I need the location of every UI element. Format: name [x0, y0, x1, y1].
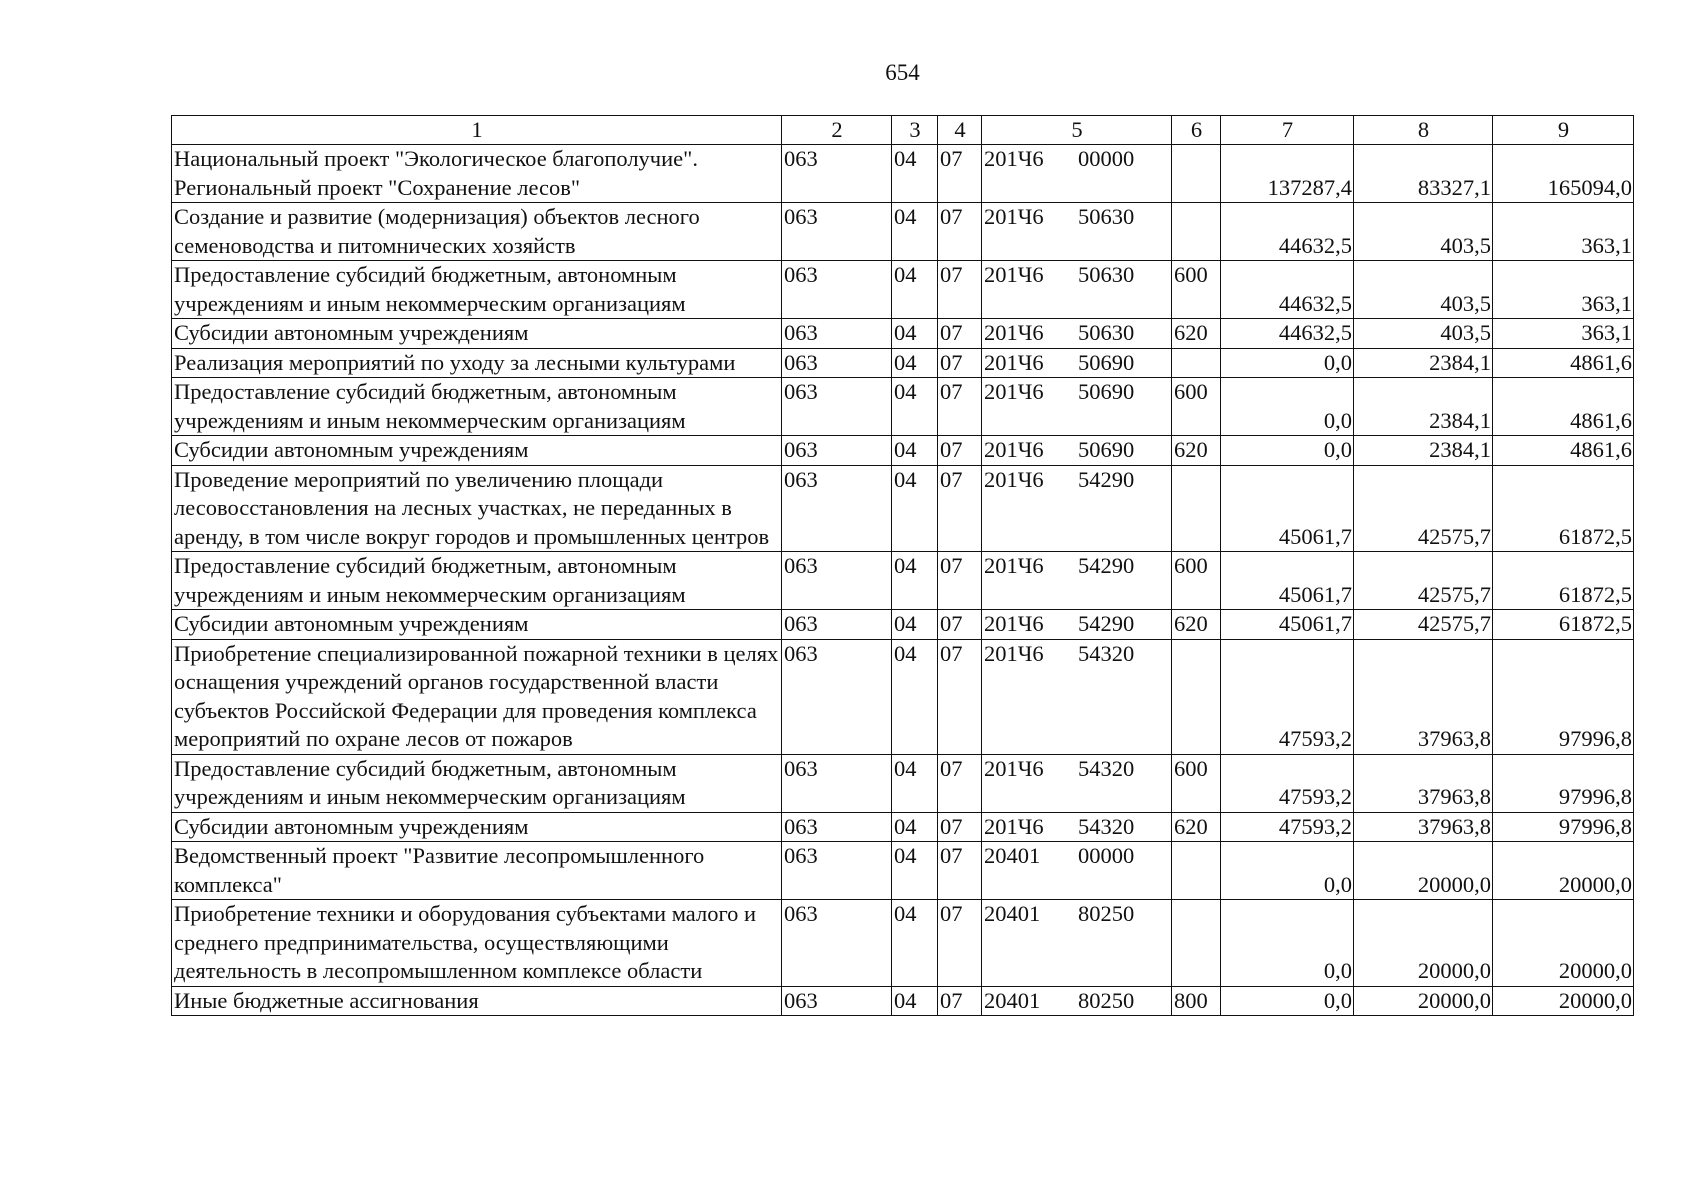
column-header-7: 7	[1221, 116, 1354, 145]
amount-col8-cell: 20000,0	[1354, 842, 1493, 900]
expense-type-cell	[1172, 842, 1221, 900]
direction-code: 50690	[1078, 437, 1135, 462]
program-code: 201Ч6	[984, 611, 1044, 636]
program-code: 201Ч6	[984, 466, 1044, 492]
amount-col8-cell: 42575,7	[1354, 552, 1493, 610]
program-code: 201Ч6	[984, 146, 1044, 171]
direction-code: 80250	[1078, 987, 1135, 1013]
target-article-cell	[982, 842, 1172, 900]
expense-type-cell: 800	[1172, 986, 1221, 1016]
target-article-cell	[982, 610, 1172, 640]
subsection-code-cell: 07	[938, 203, 982, 261]
amount-col9-cell: 363,1	[1493, 319, 1634, 349]
target-article-cell	[982, 812, 1172, 842]
ministry-code-cell: 063	[782, 610, 892, 640]
amount-col8-cell: 403,5	[1354, 203, 1493, 261]
subsection-code-cell: 07	[938, 319, 982, 349]
table-row	[172, 378, 1634, 436]
program-code: 20401	[984, 843, 1041, 868]
table-row	[172, 639, 1634, 754]
program-code: 201Ч6	[984, 204, 1044, 229]
section-code-cell: 04	[892, 900, 938, 987]
program-code: 20401	[984, 987, 1041, 1013]
program-code: 201Ч6	[984, 349, 1044, 375]
section-code-cell: 04	[892, 261, 938, 319]
direction-code: 54320	[1078, 640, 1135, 666]
direction-code: 80250	[1078, 901, 1135, 926]
target-article-cell	[982, 319, 1172, 349]
amount-col8-cell: 42575,7	[1354, 610, 1493, 640]
amount-col7-cell: 0,0	[1221, 900, 1354, 987]
direction-code: 50690	[1078, 379, 1135, 404]
direction-code: 54290	[1078, 611, 1135, 636]
direction-code: 50690	[1078, 349, 1135, 375]
table-row	[172, 436, 1634, 466]
table-row	[172, 986, 1634, 1016]
amount-col8-cell: 2384,1	[1354, 378, 1493, 436]
table-row	[172, 610, 1634, 640]
row-name-cell: Предоставление субсидий бюджетным, автономным учреждениям и иным некоммерческим организациям	[172, 261, 782, 319]
row-name-cell: Иные бюджетные ассигнования	[172, 986, 782, 1016]
amount-col7-cell: 0,0	[1221, 436, 1354, 466]
column-header-5: 5	[982, 116, 1172, 145]
column-header-8: 8	[1354, 116, 1493, 145]
subsection-code-cell: 07	[938, 552, 982, 610]
amount-col7-cell: 0,0	[1221, 986, 1354, 1016]
direction-code: 00000	[1078, 146, 1135, 171]
program-code: 20401	[984, 901, 1041, 926]
column-header-1: 1	[172, 116, 782, 145]
ministry-code-cell: 063	[782, 436, 892, 466]
ministry-code-cell: 063	[782, 639, 892, 754]
table-row	[172, 754, 1634, 812]
amount-col7-cell: 0,0	[1221, 348, 1354, 378]
direction-code: 54290	[1078, 553, 1135, 578]
amount-col7-cell: 47593,2	[1221, 754, 1354, 812]
target-article-cell	[982, 436, 1172, 466]
target-article-cell	[982, 203, 1172, 261]
row-name-cell: Предоставление субсидий бюджетным, автономным учреждениям и иным некоммерческим организациям	[172, 754, 782, 812]
section-code-cell: 04	[892, 754, 938, 812]
table-row	[172, 812, 1634, 842]
target-article-cell	[982, 465, 1172, 552]
ministry-code-cell: 063	[782, 900, 892, 987]
ministry-code-cell: 063	[782, 986, 892, 1016]
table-row	[172, 900, 1634, 987]
ministry-code-cell: 063	[782, 319, 892, 349]
expense-type-cell: 600	[1172, 552, 1221, 610]
table-row	[172, 145, 1634, 203]
amount-col7-cell: 0,0	[1221, 842, 1354, 900]
expense-type-cell: 620	[1172, 610, 1221, 640]
amount-col9-cell: 20000,0	[1493, 900, 1634, 987]
amount-col9-cell: 4861,6	[1493, 378, 1634, 436]
program-code: 201Ч6	[984, 437, 1044, 462]
section-code-cell: 04	[892, 812, 938, 842]
direction-code: 54320	[1078, 813, 1135, 839]
target-article-cell	[982, 145, 1172, 203]
section-code-cell: 04	[892, 610, 938, 640]
amount-col8-cell: 42575,7	[1354, 465, 1493, 552]
column-header-9: 9	[1493, 116, 1634, 145]
subsection-code-cell: 07	[938, 465, 982, 552]
subsection-code-cell: 07	[938, 378, 982, 436]
expense-type-cell	[1172, 465, 1221, 552]
amount-col9-cell: 97996,8	[1493, 754, 1634, 812]
row-name-cell: Субсидии автономным учреждениям	[172, 319, 782, 349]
amount-col7-cell: 45061,7	[1221, 465, 1354, 552]
table-row	[172, 261, 1634, 319]
subsection-code-cell: 07	[938, 900, 982, 987]
row-name-cell: Ведомственный проект "Развитие лесопромышленного комплекса"	[172, 842, 782, 900]
amount-col8-cell: 403,5	[1354, 261, 1493, 319]
target-article-cell	[982, 261, 1172, 319]
row-name-cell: Создание и развитие (модернизация) объектов лесного семеноводства и питомнических хозяйств	[172, 203, 782, 261]
section-code-cell: 04	[892, 348, 938, 378]
row-name-cell: Субсидии автономным учреждениям	[172, 436, 782, 466]
column-header-4: 4	[938, 116, 982, 145]
program-code: 201Ч6	[984, 379, 1044, 404]
table-row	[172, 319, 1634, 349]
ministry-code-cell: 063	[782, 203, 892, 261]
row-name-cell: Приобретение специализированной пожарной техники в целях оснащения учреждений органов государственной власти субъектов Российской Федерации для проведения комплекса мероприятий по охране лесов от пожаров	[172, 639, 782, 754]
section-code-cell: 04	[892, 319, 938, 349]
amount-col9-cell: 97996,8	[1493, 639, 1634, 754]
target-article-cell	[982, 900, 1172, 987]
subsection-code-cell: 07	[938, 842, 982, 900]
ministry-code-cell: 063	[782, 348, 892, 378]
expense-type-cell: 620	[1172, 319, 1221, 349]
expense-type-cell	[1172, 639, 1221, 754]
target-article-cell	[982, 348, 1172, 378]
subsection-code-cell: 07	[938, 986, 982, 1016]
program-code: 201Ч6	[984, 813, 1044, 839]
section-code-cell: 04	[892, 436, 938, 466]
ministry-code-cell: 063	[782, 552, 892, 610]
subsection-code-cell: 07	[938, 261, 982, 319]
table-row	[172, 465, 1634, 552]
ministry-code-cell: 063	[782, 754, 892, 812]
row-name-cell: Субсидии автономным учреждениям	[172, 610, 782, 640]
expense-type-cell	[1172, 145, 1221, 203]
amount-col9-cell: 61872,5	[1493, 465, 1634, 552]
amount-col9-cell: 363,1	[1493, 203, 1634, 261]
section-code-cell: 04	[892, 378, 938, 436]
amount-col9-cell: 4861,6	[1493, 348, 1634, 378]
direction-code: 50630	[1078, 204, 1135, 229]
amount-col8-cell: 2384,1	[1354, 436, 1493, 466]
expense-type-cell: 620	[1172, 436, 1221, 466]
table-row	[172, 842, 1634, 900]
program-code: 201Ч6	[984, 640, 1044, 666]
amount-col8-cell: 20000,0	[1354, 986, 1493, 1016]
amount-col9-cell: 61872,5	[1493, 610, 1634, 640]
ministry-code-cell: 063	[782, 261, 892, 319]
amount-col7-cell: 45061,7	[1221, 610, 1354, 640]
direction-code: 50630	[1078, 320, 1135, 345]
direction-code: 54320	[1078, 755, 1135, 781]
row-name-cell: Проведение мероприятий по увеличению площади лесовосстановления на лесных участках, не переданных в аренду, в том числе вокруг городов и промышленных центров	[172, 465, 782, 552]
row-name-cell: Предоставление субсидий бюджетным, автономным учреждениям и иным некоммерческим организациям	[172, 378, 782, 436]
subsection-code-cell: 07	[938, 348, 982, 378]
amount-col9-cell: 20000,0	[1493, 986, 1634, 1016]
ministry-code-cell: 063	[782, 812, 892, 842]
target-article-cell	[982, 639, 1172, 754]
expense-type-cell	[1172, 900, 1221, 987]
expense-type-cell: 620	[1172, 812, 1221, 842]
row-name-cell: Предоставление субсидий бюджетным, автономным учреждениям и иным некоммерческим организациям	[172, 552, 782, 610]
amount-col7-cell: 137287,4	[1221, 145, 1354, 203]
column-header-2: 2	[782, 116, 892, 145]
expense-type-cell	[1172, 203, 1221, 261]
header-row	[172, 116, 1634, 145]
amount-col8-cell: 20000,0	[1354, 900, 1493, 987]
table-row	[172, 552, 1634, 610]
section-code-cell: 04	[892, 203, 938, 261]
amount-col9-cell: 165094,0	[1493, 145, 1634, 203]
subsection-code-cell: 07	[938, 145, 982, 203]
section-code-cell: 04	[892, 639, 938, 754]
amount-col8-cell: 37963,8	[1354, 754, 1493, 812]
expense-type-cell: 600	[1172, 754, 1221, 812]
subsection-code-cell: 07	[938, 436, 982, 466]
expense-type-cell	[1172, 348, 1221, 378]
column-header-6: 6	[1172, 116, 1221, 145]
program-code: 201Ч6	[984, 553, 1044, 578]
amount-col8-cell: 2384,1	[1354, 348, 1493, 378]
ministry-code-cell: 063	[782, 145, 892, 203]
amount-col7-cell: 44632,5	[1221, 319, 1354, 349]
section-code-cell: 04	[892, 986, 938, 1016]
direction-code: 54290	[1078, 466, 1135, 492]
section-code-cell: 04	[892, 465, 938, 552]
amount-col9-cell: 97996,8	[1493, 812, 1634, 842]
ministry-code-cell: 063	[782, 378, 892, 436]
amount-col9-cell: 363,1	[1493, 261, 1634, 319]
program-code: 201Ч6	[984, 755, 1044, 781]
amount-col7-cell: 45061,7	[1221, 552, 1354, 610]
target-article-cell	[982, 552, 1172, 610]
program-code: 201Ч6	[984, 320, 1044, 345]
amount-col7-cell: 44632,5	[1221, 261, 1354, 319]
ministry-code-cell: 063	[782, 465, 892, 552]
row-name-cell: Субсидии автономным учреждениям	[172, 812, 782, 842]
subsection-code-cell: 07	[938, 610, 982, 640]
row-name-cell: Реализация мероприятий по уходу за лесными культурами	[172, 348, 782, 378]
column-header-3: 3	[892, 116, 938, 145]
target-article-cell	[982, 986, 1172, 1016]
amount-col8-cell: 83327,1	[1354, 145, 1493, 203]
amount-col8-cell: 37963,8	[1354, 812, 1493, 842]
amount-col7-cell: 47593,2	[1221, 639, 1354, 754]
subsection-code-cell: 07	[938, 639, 982, 754]
section-code-cell: 04	[892, 842, 938, 900]
page-number: 654	[885, 60, 920, 85]
ministry-code-cell: 063	[782, 842, 892, 900]
budget-table	[171, 115, 1634, 1016]
subsection-code-cell: 07	[938, 754, 982, 812]
amount-col8-cell: 403,5	[1354, 319, 1493, 349]
row-name-cell: Национальный проект "Экологическое благополучие". Региональный проект "Сохранение лесов"	[172, 145, 782, 203]
section-code-cell: 04	[892, 552, 938, 610]
section-code-cell: 04	[892, 145, 938, 203]
direction-code: 00000	[1078, 843, 1135, 868]
table-row	[172, 203, 1634, 261]
subsection-code-cell: 07	[938, 812, 982, 842]
target-article-cell	[982, 754, 1172, 812]
amount-col9-cell: 4861,6	[1493, 436, 1634, 466]
amount-col7-cell: 47593,2	[1221, 812, 1354, 842]
amount-col9-cell: 20000,0	[1493, 842, 1634, 900]
expense-type-cell: 600	[1172, 261, 1221, 319]
amount-col7-cell: 0,0	[1221, 378, 1354, 436]
amount-col7-cell: 44632,5	[1221, 203, 1354, 261]
amount-col8-cell: 37963,8	[1354, 639, 1493, 754]
expense-type-cell: 600	[1172, 378, 1221, 436]
table-row	[172, 348, 1634, 378]
target-article-cell	[982, 378, 1172, 436]
direction-code: 50630	[1078, 262, 1135, 287]
row-name-cell: Приобретение техники и оборудования субъектами малого и среднего предпринимательства, осуществляющими деятельность в лесопромышленном комплексе области	[172, 900, 782, 987]
amount-col9-cell: 61872,5	[1493, 552, 1634, 610]
program-code: 201Ч6	[984, 262, 1044, 287]
